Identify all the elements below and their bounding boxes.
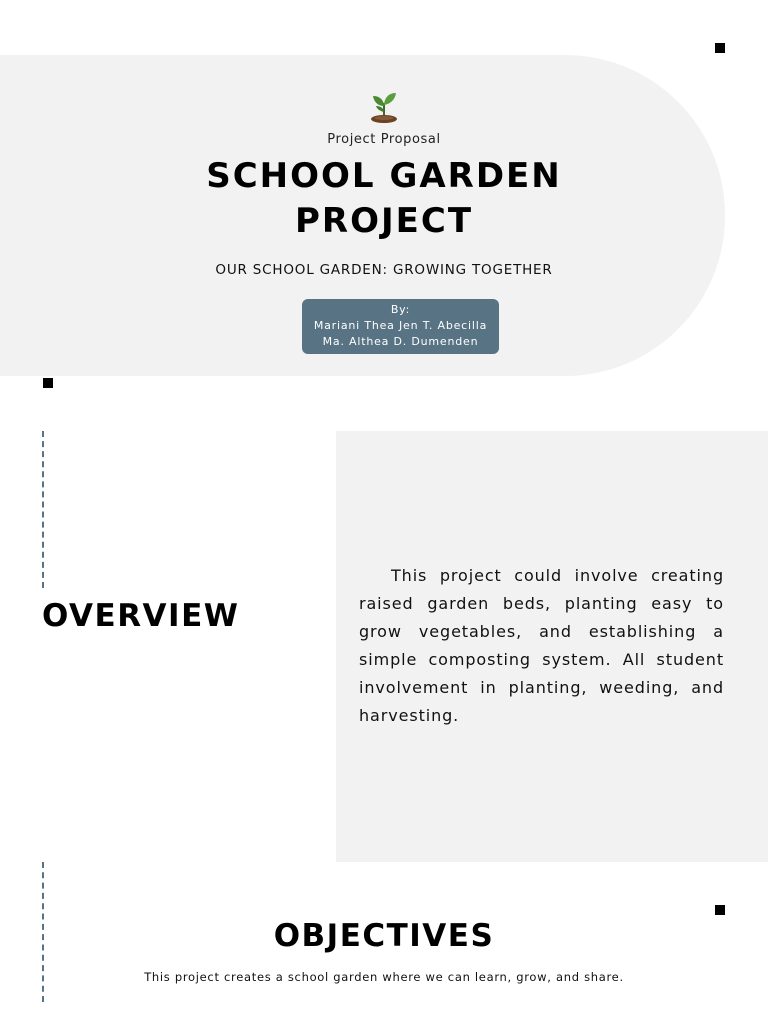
title-line-2: PROJECT: [294, 201, 474, 241]
page-subtitle: OUR SCHOOL GARDEN: GROWING TOGETHER: [215, 262, 553, 278]
decor-square-bottom-right: [715, 905, 725, 915]
objectives-body: This project creates a school garden where we can learn, grow, and share.: [144, 970, 624, 984]
sprout-icon: [368, 88, 400, 124]
author-name: Mariani Thea Jen T. Abecilla: [313, 319, 488, 332]
authors-badge: [302, 299, 499, 354]
author-name: Ma. Althea D. Dumenden: [322, 335, 479, 348]
decor-square-left: [43, 378, 53, 388]
document-kicker: Project Proposal: [327, 132, 441, 147]
authors-by-label: By:: [390, 303, 411, 316]
overview-heading: OVERVIEW: [42, 598, 240, 634]
decor-square-top-right: [715, 43, 725, 53]
objectives-heading: OBJECTIVES: [273, 918, 495, 954]
section-divider-overview: [42, 431, 44, 588]
title-line-1: SCHOOL GARDEN: [206, 156, 562, 196]
page-title: [0, 154, 768, 244]
overview-body: This project could involve creating raised garden beds, planting easy to grow vegetables, and establishing a simple composting system. All student involvement in planting, weeding, and harvesting.: [359, 566, 724, 725]
